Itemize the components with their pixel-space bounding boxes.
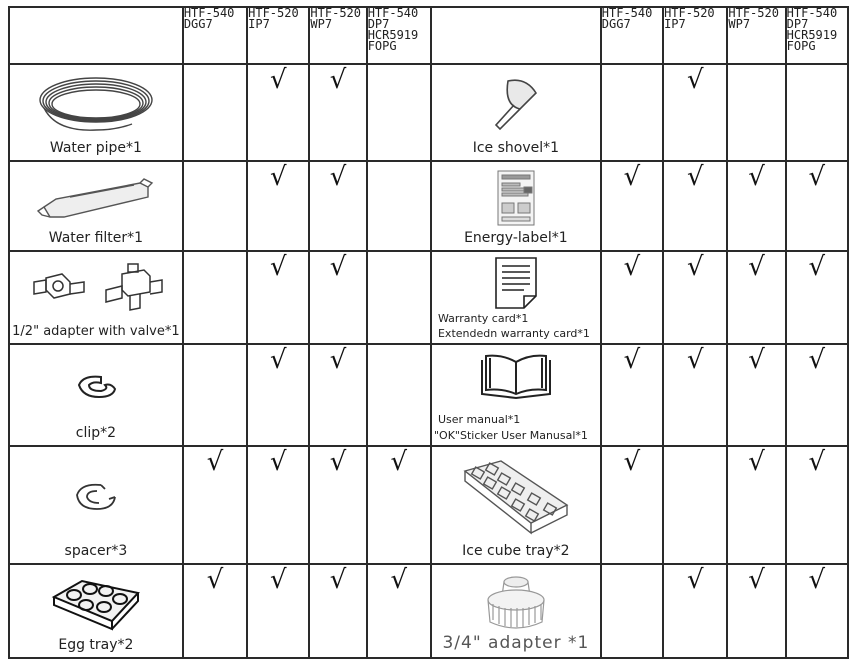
check-cell [601, 344, 663, 446]
table-row [9, 344, 848, 446]
ice-shovel-icon [432, 71, 600, 138]
item-label: Egg tray*2 [58, 637, 134, 653]
check-cell [309, 161, 366, 251]
table-row [9, 446, 848, 564]
item-label: clip*2 [75, 425, 117, 441]
item-cell [431, 446, 601, 564]
check-mark: √ [269, 65, 287, 95]
model-label: HTF-540 DGG7 [601, 6, 653, 31]
check-cell [183, 251, 247, 344]
item-cell [431, 64, 601, 161]
energy-label-icon [432, 168, 600, 228]
check-cell [601, 564, 663, 658]
check-mark: √ [748, 162, 765, 192]
model-header [727, 7, 785, 64]
check-cell [309, 64, 366, 161]
item-cell [431, 344, 601, 446]
check-cell [309, 344, 366, 446]
three-quarter-adapter-icon [432, 571, 600, 635]
check-cell [663, 564, 727, 658]
check-mark: √ [808, 345, 826, 375]
item-cell [9, 161, 183, 251]
check-mark: √ [269, 252, 287, 282]
user-manual-icon [432, 349, 600, 405]
model-header [247, 7, 309, 64]
model-header [601, 7, 663, 64]
check-mark: √ [748, 345, 765, 375]
check-cell [663, 446, 727, 564]
item-label: 3/4" adapter *1 [442, 633, 590, 653]
item-label: Warranty card*1 [437, 312, 529, 325]
model-header [309, 7, 366, 64]
item-cell [9, 344, 183, 446]
check-mark: √ [269, 162, 287, 192]
table-row [9, 161, 848, 251]
item-label: Energy-label*1 [464, 230, 568, 246]
check-cell [601, 64, 663, 161]
check-cell [367, 344, 431, 446]
table-row [9, 64, 848, 161]
ice-cube-tray-icon [432, 453, 600, 541]
check-cell [727, 446, 785, 564]
model-label: HTF-520 IP7 [248, 6, 299, 31]
check-cell [183, 344, 247, 446]
adapter-valve-icon [10, 258, 182, 321]
item-cell [9, 446, 183, 564]
check-cell [786, 564, 848, 658]
header-blank-left [9, 7, 183, 64]
item-label: Water pipe*1 [49, 140, 142, 156]
check-cell [727, 564, 785, 658]
check-mark: √ [206, 565, 224, 595]
check-cell [786, 251, 848, 344]
accessories-table [8, 6, 849, 659]
check-mark: √ [269, 447, 287, 477]
check-mark: √ [269, 565, 287, 595]
item-label-secondary: "OK"Sticker User Manusal*1 [433, 429, 588, 442]
item-label: 1/2" adapter with valve*1 [12, 324, 180, 339]
model-label: HTF-540 DP7 HCR5919 FOPG [367, 6, 419, 53]
model-header [367, 7, 431, 64]
check-mark: √ [269, 345, 287, 375]
item-label: Ice shovel*1 [472, 140, 560, 156]
check-mark: √ [748, 252, 765, 282]
item-label: Water filter*1 [48, 230, 144, 246]
check-cell [601, 161, 663, 251]
check-mark: √ [329, 65, 347, 95]
check-mark: √ [329, 565, 347, 595]
check-cell [367, 64, 431, 161]
check-cell [309, 251, 366, 344]
check-mark: √ [748, 565, 765, 595]
table-row [9, 251, 848, 344]
item-label: User manual*1 [437, 413, 521, 426]
item-cell [9, 251, 183, 344]
warranty-card-icon [432, 256, 600, 309]
check-cell [247, 344, 309, 446]
item-label: Ice cube tray*2 [462, 543, 570, 559]
check-mark: √ [686, 162, 704, 192]
spacer-icon [10, 453, 182, 541]
check-cell [367, 251, 431, 344]
check-mark: √ [390, 565, 408, 595]
check-cell [247, 64, 309, 161]
check-cell [183, 161, 247, 251]
check-mark: √ [329, 447, 347, 477]
check-cell [367, 564, 431, 658]
check-cell [601, 446, 663, 564]
water-filter-icon [10, 168, 182, 228]
item-cell [9, 64, 183, 161]
check-cell [247, 251, 309, 344]
item-cell [9, 564, 183, 658]
check-cell [309, 564, 366, 658]
table-row [9, 564, 848, 658]
check-cell [727, 344, 785, 446]
check-cell [727, 251, 785, 344]
check-cell [663, 344, 727, 446]
item-cell [431, 161, 601, 251]
egg-tray-icon [10, 571, 182, 635]
check-mark: √ [623, 345, 641, 375]
model-header [786, 7, 848, 64]
model-label: HTF-520 WP7 [728, 6, 779, 31]
check-mark: √ [808, 447, 826, 477]
check-mark: √ [623, 447, 641, 477]
check-cell [663, 251, 727, 344]
model-label: HTF-520 WP7 [310, 6, 361, 31]
check-mark: √ [390, 447, 408, 477]
check-mark: √ [329, 345, 347, 375]
item-label: spacer*3 [64, 543, 128, 559]
check-mark: √ [623, 252, 641, 282]
item-cell [431, 251, 601, 344]
check-mark: √ [686, 65, 704, 95]
check-mark: √ [808, 162, 826, 192]
model-label: HTF-520 IP7 [664, 6, 715, 31]
model-header [663, 7, 727, 64]
item-cell [431, 564, 601, 658]
clip-icon [10, 351, 182, 423]
check-cell [601, 251, 663, 344]
model-label: HTF-540 DP7 HCR5919 FOPG [786, 6, 838, 53]
check-cell [367, 446, 431, 564]
check-cell [247, 446, 309, 564]
check-mark: √ [808, 252, 826, 282]
check-mark: √ [686, 345, 704, 375]
check-cell [247, 564, 309, 658]
check-cell [786, 446, 848, 564]
check-mark: √ [329, 252, 347, 282]
check-mark: √ [686, 565, 704, 595]
check-mark: √ [748, 447, 765, 477]
check-cell [309, 446, 366, 564]
check-cell [183, 446, 247, 564]
check-mark: √ [686, 252, 704, 282]
check-cell [727, 64, 785, 161]
model-header [183, 7, 247, 64]
check-cell [663, 161, 727, 251]
check-cell [786, 64, 848, 161]
item-label-secondary: Extendedn warranty card*1 [437, 327, 590, 340]
check-mark: √ [623, 162, 641, 192]
check-cell [663, 64, 727, 161]
check-cell [786, 161, 848, 251]
check-cell [367, 161, 431, 251]
check-cell [247, 161, 309, 251]
check-mark: √ [329, 162, 347, 192]
check-cell [183, 564, 247, 658]
model-label: HTF-540 DGG7 [183, 6, 235, 31]
check-mark: √ [808, 565, 826, 595]
check-cell [786, 344, 848, 446]
header-blank-right [431, 7, 601, 64]
check-mark: √ [206, 447, 224, 477]
check-cell [183, 64, 247, 161]
water-pipe-icon [10, 71, 182, 138]
header-row [9, 7, 848, 64]
check-cell [727, 161, 785, 251]
